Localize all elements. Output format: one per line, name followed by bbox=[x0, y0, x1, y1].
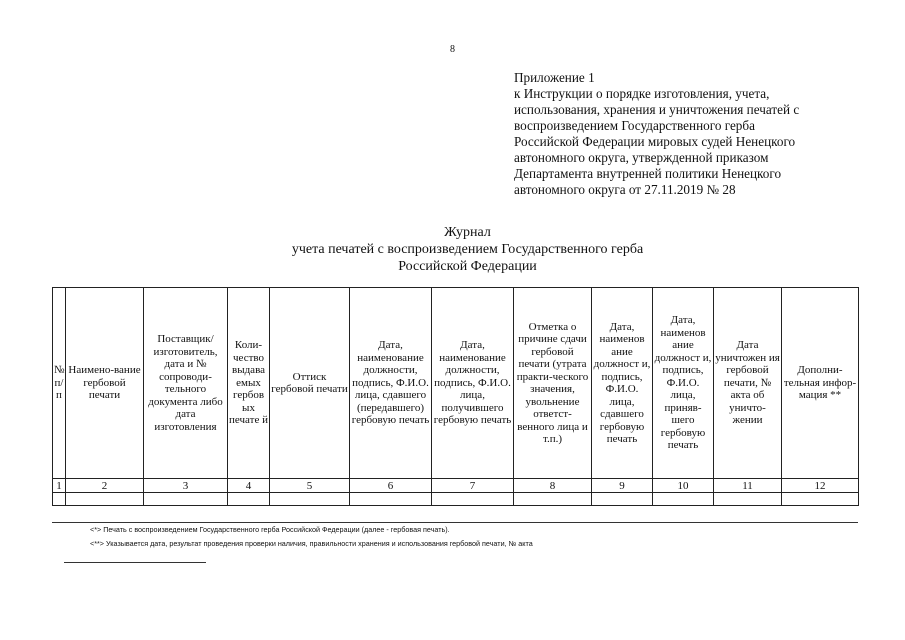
number-cell: 11 bbox=[714, 479, 782, 493]
appendix-line: автономного округа, утвержденной приказом bbox=[514, 150, 769, 165]
empty-cell bbox=[66, 493, 144, 506]
header-cell: Дата, наименование должности, подпись, Ф.И.О. лица, сдавшего (передавшего) гербовую печать bbox=[350, 288, 432, 479]
header-cell: Поставщик/ изготовитель, дата и № сопроводи-тельного документа либо дата изготовления bbox=[144, 288, 228, 479]
footnote-2: <**> Указывается дата, результат проведения проверки наличия, правильности хранения и использования гербовой печати, № акта bbox=[90, 539, 533, 548]
journal-title bbox=[0, 224, 905, 275]
number-cell: 7 bbox=[432, 479, 514, 493]
number-cell: 9 bbox=[592, 479, 653, 493]
header-cell: Оттиск гербовой печати bbox=[270, 288, 350, 479]
empty-cell bbox=[432, 493, 514, 506]
number-cell: 2 bbox=[66, 479, 144, 493]
number-cell: 5 bbox=[270, 479, 350, 493]
number-cell: 4 bbox=[228, 479, 270, 493]
empty-cell bbox=[592, 493, 653, 506]
number-cell: 6 bbox=[350, 479, 432, 493]
journal-table bbox=[52, 287, 859, 506]
header-cell: Отметка о причине сдачи гербовой печати (утрата практи-ческого значения, увольнение ответст-венного лица и т.п.) bbox=[514, 288, 592, 479]
empty-cell bbox=[350, 493, 432, 506]
number-cell: 3 bbox=[144, 479, 228, 493]
header-cell: Дополни-тельная инфор-мация ** bbox=[782, 288, 859, 479]
appendix-line: Приложение 1 bbox=[514, 70, 595, 85]
header-cell: Дата, наименов ание должност и, подпись, Ф.И.О. лица, приняв-шего гербовую печать bbox=[653, 288, 714, 479]
footnote-1: <*> Печать с воспроизведением Государственного герба Российской Федерации (далее - гербовая печать). bbox=[90, 525, 450, 534]
empty-cell bbox=[653, 493, 714, 506]
empty-cell bbox=[514, 493, 592, 506]
header-cell: Дата, наименование должности, подпись, Ф.И.О. лица, получившего гербовую печать bbox=[432, 288, 514, 479]
separator-line bbox=[64, 562, 206, 563]
header-cell: Дата, наименов ание должност и, подпись, Ф.И.О. лица, сдавшего гербовую печать bbox=[592, 288, 653, 479]
empty-cell bbox=[53, 493, 66, 506]
page-number: 8 bbox=[450, 44, 455, 55]
header-cell: Коли-чество выдава емых гербов ых печате й bbox=[228, 288, 270, 479]
header-cell: Наимено-вание гербовой печати bbox=[66, 288, 144, 479]
appendix-line: Российской Федерации мировых судей Ненецкого bbox=[514, 134, 796, 149]
appendix-header bbox=[514, 70, 894, 198]
header-cell: Дата уничтожен ия гербовой печати, № акта об уничто-жении bbox=[714, 288, 782, 479]
table-header-row bbox=[53, 288, 859, 479]
empty-cell bbox=[782, 493, 859, 506]
title-line-3: Российской Федерации bbox=[398, 259, 537, 274]
table-empty-row bbox=[53, 493, 859, 506]
appendix-line: к Инструкции о порядке изготовления, учета, bbox=[514, 86, 770, 101]
empty-cell bbox=[228, 493, 270, 506]
empty-cell bbox=[144, 493, 228, 506]
number-cell: 1 bbox=[53, 479, 66, 493]
appendix-line: воспроизведением Государственного герба bbox=[514, 118, 755, 133]
appendix-line: Департамента внутренней политики Ненецкого bbox=[514, 166, 782, 181]
appendix-line: автономного округа от 27.11.2019 № 28 bbox=[514, 182, 736, 197]
table-number-row bbox=[53, 479, 859, 493]
number-cell: 12 bbox=[782, 479, 859, 493]
number-cell: 10 bbox=[653, 479, 714, 493]
number-cell: 8 bbox=[514, 479, 592, 493]
empty-cell bbox=[270, 493, 350, 506]
empty-cell bbox=[714, 493, 782, 506]
title-line-2: учета печатей с воспроизведением Государственного герба bbox=[291, 242, 644, 257]
header-cell: № п/п bbox=[53, 288, 66, 479]
footnote-rule bbox=[52, 522, 858, 523]
appendix-line: использования, хранения и уничтожения печатей с bbox=[514, 102, 800, 117]
title-line-1: Журнал bbox=[444, 225, 491, 240]
